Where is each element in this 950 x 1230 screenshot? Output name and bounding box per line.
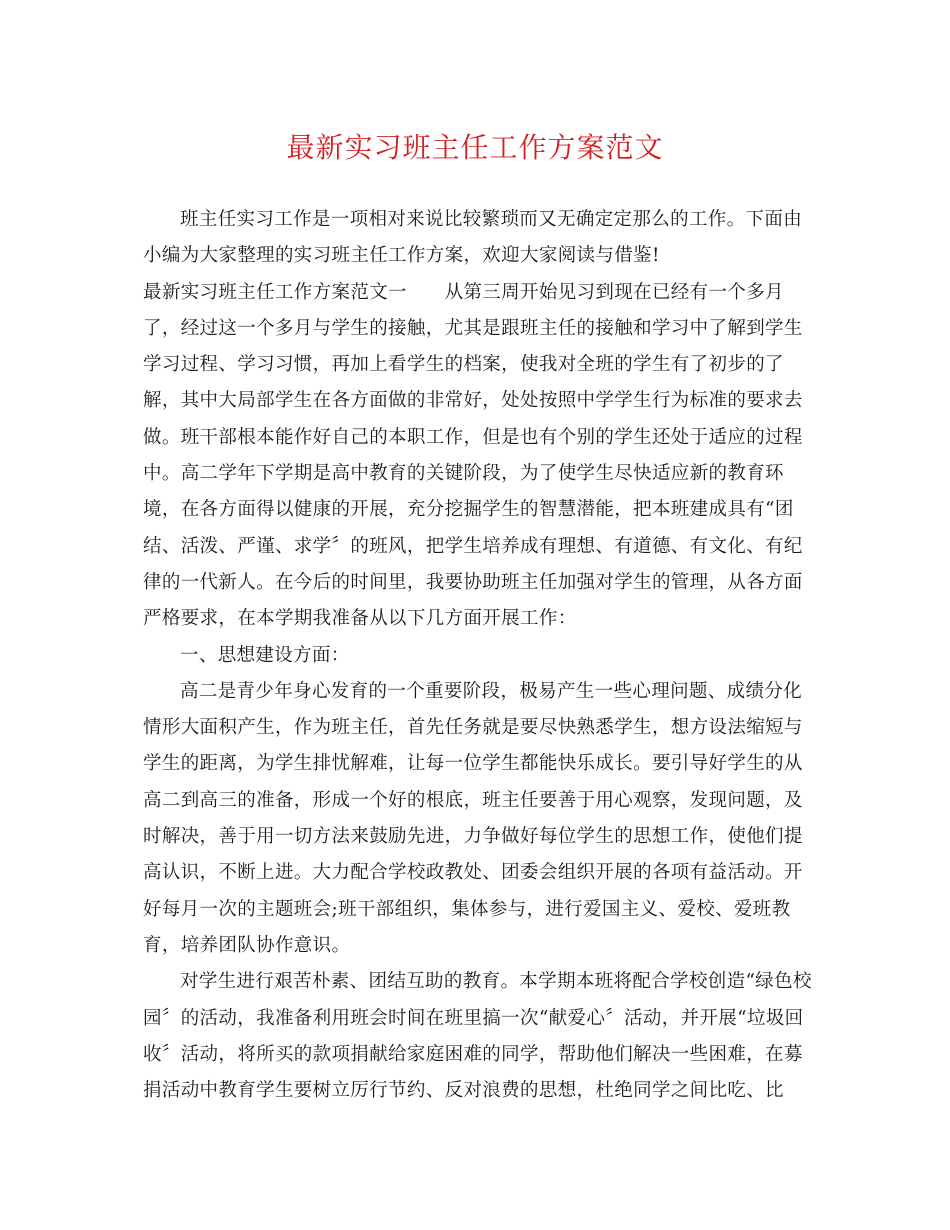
body-line: 高认识，不断上进。大力配合学校政教处、团委会组织开展的各项有益活动。开: [143, 862, 803, 884]
body-line: 育，培养团队协作意识。: [143, 934, 351, 956]
body-line: 高二是青少年身心发育的一个重要阶段，极易产生一些心理问题、成绩分化: [180, 680, 803, 702]
body-line: 境，在各方面得以健康的开展，充分挖掘学生的智慧潜能，把本班建成具有“团: [143, 499, 794, 521]
body-line: 对学生进行艰苦朴素、团结互助的教育。本学期本班将配合学校创造“绿色校: [180, 971, 812, 993]
body-line: 了，经过这一个多月与学生的接触，尤其是跟班主任的接触和学习中了解到学生: [143, 317, 803, 339]
body-line: 严格要求，在本学期我准备从以下几方面开展工作：: [143, 608, 577, 630]
document-body: [143, 202, 823, 1109]
body-line: 做。班干部根本能作好自己的本职工作，但是也有个别的学生还处于适应的过程: [143, 426, 803, 448]
body-line: 园〞的活动，我准备利用班会时间在班里搞一次“献爱心〞活动，并开展“垃圾回: [143, 1007, 804, 1029]
body-line: 最新实习班主任工作方案范文一 从第三周开始见习到现在已经有一个多月: [143, 281, 784, 303]
body-line: 结、活泼、严谨、求学〞的班风，把学生培养成有理想、有道德、有文化、有纪: [143, 535, 803, 557]
body-line: 解，其中大局部学生在各方面做的非常好，处处按照中学学生行为标准的要求去: [143, 390, 803, 412]
body-line: 高二到高三的准备，形成一个好的根底，班主任要善于用心观察，发现问题，及: [143, 789, 803, 811]
body-line: 时解决，善于用一切方法来鼓励先进，力争做好每位学生的思想工作，使他们提: [143, 826, 803, 848]
document-title: 最新实习班主任工作方案范文: [286, 131, 664, 164]
body-line: 中。高二学年下学期是高中教育的关键阶段，为了使学生尽快适应新的教育环: [143, 463, 784, 485]
body-line: 捐活动中教育学生要树立厉行节约、反对浪费的思想，杜绝同学之间比吃、比: [143, 1080, 784, 1102]
body-line: 收〞活动，将所买的款项捐献给家庭困难的同学，帮助他们解决一些困难，在募: [143, 1043, 803, 1065]
body-line: 情形大面积产生，作为班主任，首先任务就是要尽快熟悉学生，想方设法缩短与: [143, 717, 803, 739]
body-line: 学生的距离，为学生排忧解难，让每一位学生都能快乐成长。要引导好学生的从: [143, 753, 803, 775]
section-heading: 一、思想建设方面：: [180, 644, 350, 666]
body-line: 小编为大家整理的实习班主任工作方案，欢迎大家阅读与借鉴!: [143, 245, 660, 267]
body-line: 学习过程、学习习惯，再加上看学生的档案，使我对全班的学生有了初步的了: [143, 354, 784, 376]
body-line: 班主任实习工作是一项相对来说比较繁琐而又无确定定那么的工作。下面由: [180, 209, 803, 230]
body-line: 好每月一次的主题班会;班干部组织，集体参与，进行爱国主义、爱校、爱班教: [143, 898, 791, 920]
body-line: 律的一代新人。在今后的时间里，我要协助班主任加强对学生的管理，从各方面: [143, 571, 803, 593]
